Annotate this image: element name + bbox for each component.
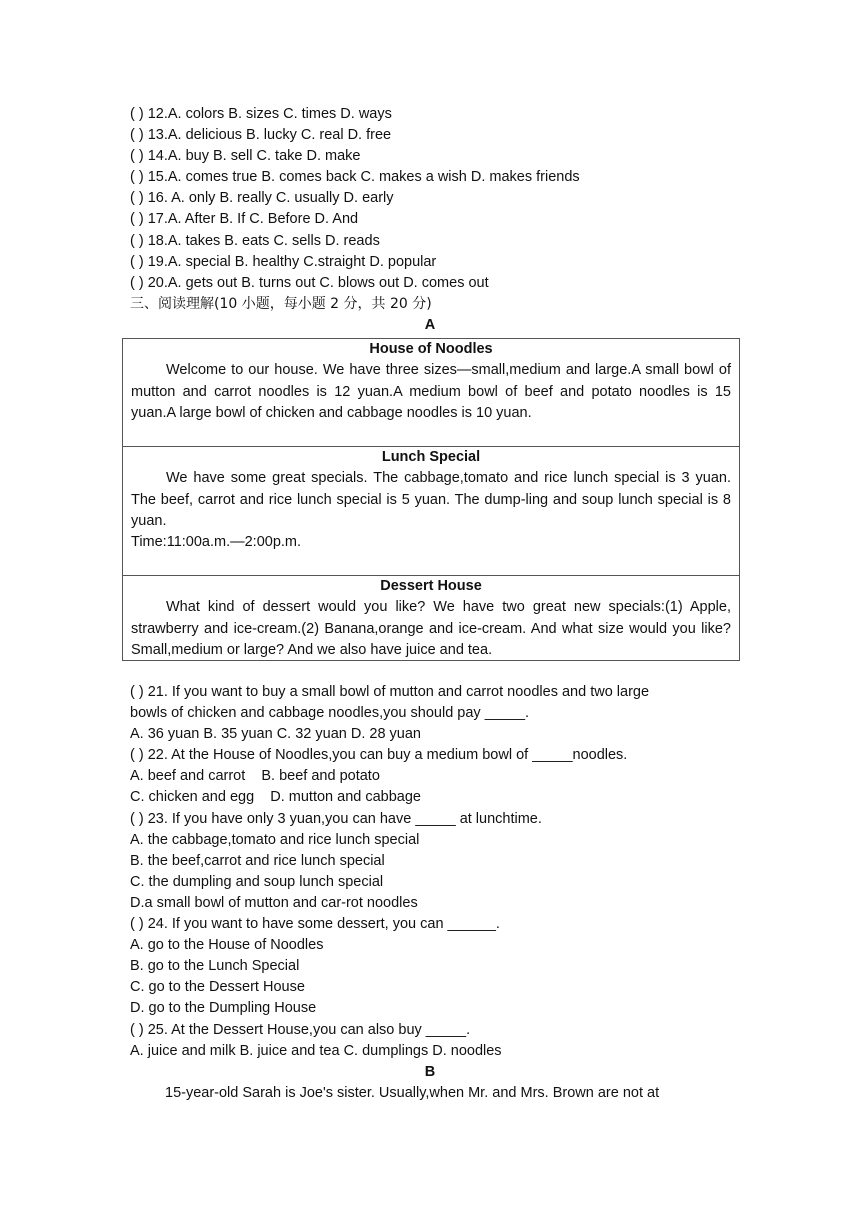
question-18: ( ) 18.A. takes B. eats C. sells D. reads — [130, 232, 380, 249]
question-25-options: A. juice and milk B. juice and tea C. dumplings D. noodles — [130, 1042, 502, 1059]
passage-b-label: B — [424, 1063, 436, 1080]
lunch-cell — [123, 446, 739, 575]
question-23-option-c: C. the dumpling and soup lunch special — [130, 873, 384, 890]
question-19: ( ) 19.A. special B. healthy C.straight D. popular — [130, 253, 437, 270]
question-12: ( ) 12.A. colors B. sizes C. times D. ways — [130, 106, 392, 122]
question-24-option-a: A. go to the House of Noodles — [130, 937, 324, 954]
question-25: ( ) 25. At the Dessert House,you can also buy _____. — [130, 1021, 471, 1038]
question-list-bottom — [130, 682, 730, 1104]
question-23-option-a: A. the cabbage,tomato and rice lunch special — [130, 831, 420, 848]
question-22-options-2: C. chicken and egg D. mutton and cabbage — [130, 789, 421, 806]
lunch-text: We have some great specials. The cabbage,tomato and rice lunch special is 3 yuan. The beef, carrot and rice lunch special is 5 yuan. The dump-ling and soup lunch special is 8 yuan. — [131, 470, 731, 529]
passage-a-label: A — [424, 316, 436, 333]
passage-b-text: 15-year-old Sarah is Joe's sister. Usually,when Mr. and Mrs. Brown are not at — [165, 1084, 660, 1101]
question-24-option-c: C. go to the Dessert House — [130, 979, 305, 996]
question-23-option-b: B. the beef,carrot and rice lunch special — [130, 852, 385, 869]
question-13: ( ) 13.A. delicious B. lucky C. real D. free — [130, 127, 392, 144]
noodles-title: House of Noodles — [369, 341, 493, 357]
dessert-cell — [123, 575, 739, 661]
question-24-option-b: B. go to the Lunch Special — [130, 958, 300, 975]
question-16: ( ) 16. A. only B. really C. usually D. early — [130, 190, 394, 207]
question-23: ( ) 23. If you have only 3 yuan,you can have _____ at lunchtime. — [130, 810, 542, 827]
question-17: ( ) 17.A. After B. If C. Before D. And — [130, 211, 359, 228]
question-24-option-d: D. go to the Dumpling House — [130, 1000, 317, 1017]
question-14: ( ) 14.A. buy B. sell C. take D. make — [130, 148, 361, 165]
menu-table — [122, 338, 740, 661]
lunch-title: Lunch Special — [381, 449, 481, 465]
question-24: ( ) 24. If you want to have some dessert, you can ______. — [130, 916, 500, 933]
question-21-options: A. 36 yuan B. 35 yuan C. 32 yuan D. 28 yuan — [130, 726, 421, 743]
question-22: ( ) 22. At the House of Noodles,you can buy a medium bowl of _____noodles. — [130, 747, 628, 764]
question-21-cont: bowls of chicken and cabbage noodles,you should pay _____. — [130, 705, 530, 722]
question-15: ( ) 15.A. comes true B. comes back C. makes a wish D. makes friends — [130, 169, 580, 186]
question-21: ( ) 21. If you want to buy a small bowl of mutton and carrot noodles and two large — [130, 684, 650, 700]
question-list-top — [130, 104, 730, 336]
noodles-text: Welcome to our house. We have three sizes—small,medium and large.A small bowl of mutton and carrot noodles is 12 yuan.A medium bowl of beef and potato noodles is 15 yuan.A large bowl of chicken and cabbage noodles is 10 yuan. — [131, 362, 731, 421]
question-20: ( ) 20.A. gets out B. turns out C. blows out D. comes out — [130, 274, 489, 291]
section-heading: 三、阅读理解(10 小题，每小题 2 分，共 20 分) — [130, 295, 432, 312]
dessert-title: Dessert House — [380, 578, 482, 594]
noodles-cell — [123, 338, 739, 446]
lunch-time: Time:11:00a.m.—2:00p.m. — [131, 534, 302, 551]
question-22-options-1: A. beef and carrot B. beef and potato — [130, 768, 380, 785]
question-23-option-d: D.a small bowl of mutton and car-rot noodles — [130, 894, 418, 911]
dessert-text: What kind of dessert would you like? We have two great new specials:(1) Apple, strawberry and ice-cream.(2) Banana,orange and ice-cream. And what size would you like? Small,medium or large? And we also have juice and tea. — [131, 599, 731, 658]
